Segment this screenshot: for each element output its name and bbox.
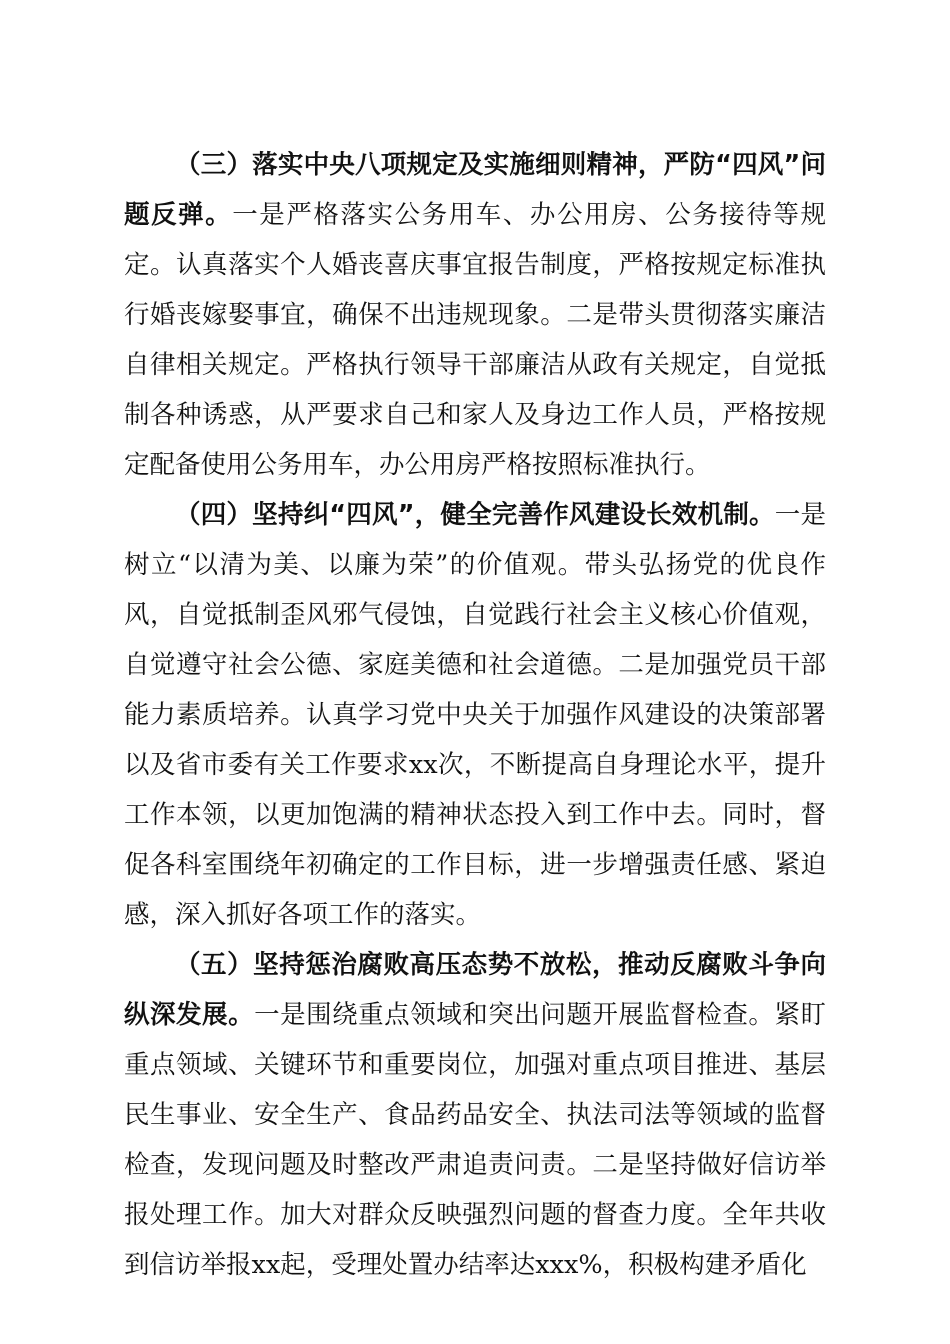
section-3-heading: （三）落实中央八项规定及实施细则精神，严防“四风”问题反弹。: [124, 150, 826, 230]
document-body: [124, 140, 826, 1290]
section-4-text: 一是树立“以清为美、以廉为荣”的价值观。带头弘扬党的优良作风，自觉抵制歪风邪气侵蚀，自觉践行社会主义核心价值观，自觉遵守社会公德、家庭美德和社会道德。二是加强党员干部能力素质培养。认真学习党中央关于加强作风建设的决策部署以及省市委有关工作要求xx次，不断提高自身理论水平，提升工作本领，以更加饱满的精神状态投入到工作中去。同时，督促各科室围绕年初确定的工作目标，进一步增强责任感、紧迫感，深入抓好各项工作的落实。: [124, 500, 826, 930]
section-5-heading: （五）坚持惩治腐败高压态势不放松，推动反腐败斗争向纵深发展。: [124, 950, 826, 1030]
section-5-text: 一是围绕重点领域和突出问题开展监督检查。紧盯重点领域、关键环节和重要岗位，加强对重点项目推进、基层民生事业、安全生产、食品药品安全、执法司法等领域的监督检查，发现问题及时整改严肃追责问责。二是坚持做好信访举报处理工作。加大对群众反映强烈问题的督查力度。全年共收到信访举报xx起，受理处置办结率达xxx%，积极构建矛盾化: [124, 1000, 826, 1280]
section-3-text: 一是严格落实公务用车、办公用房、公务接待等规定。认真落实个人婚丧喜庆事宜报告制度，严格按规定标准执行婚丧嫁娶事宜，确保不出违规现象。二是带头贯彻落实廉洁自律相关规定。严格执行领导干部廉洁从政有关规定，自觉抵制各种诱惑，从严要求自己和家人及身边工作人员，严格按规定配备使用公务用车，办公用房严格按照标准执行。: [124, 200, 826, 480]
section-4-heading: （四）坚持纠“四风”，健全完善作风建设长效机制。: [175, 500, 775, 530]
paragraph-section-5: [124, 940, 826, 1290]
paragraph-section-3: [124, 140, 826, 490]
paragraph-section-4: [124, 490, 826, 940]
